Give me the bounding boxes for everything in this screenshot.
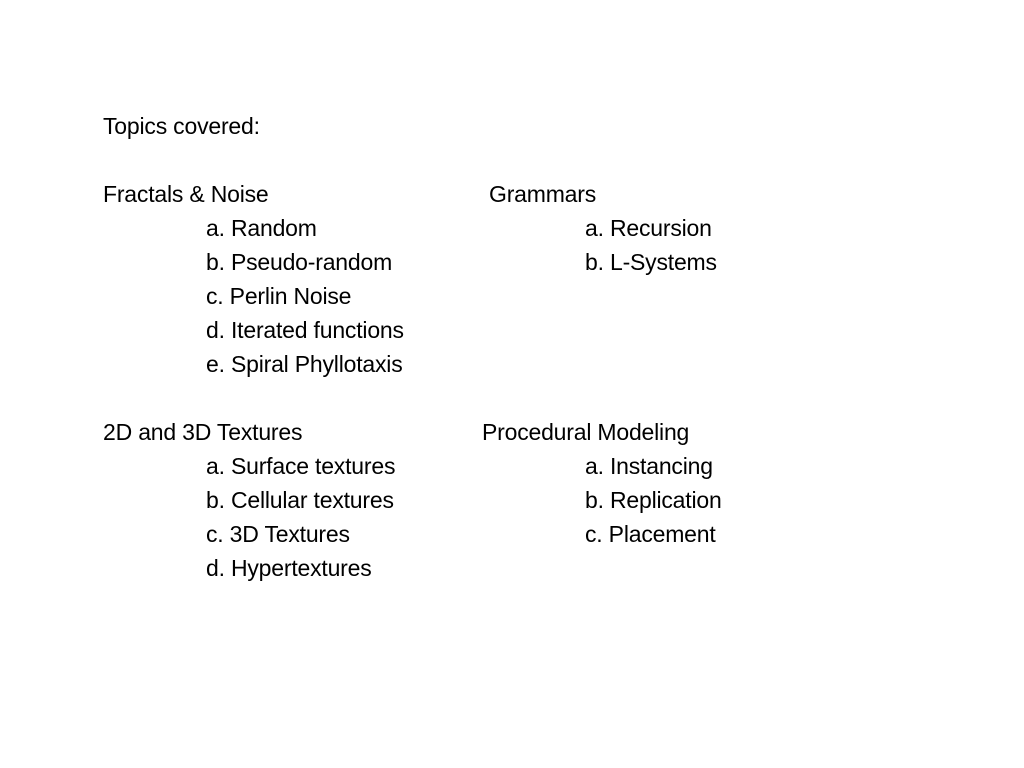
section-title-textures: 2D and 3D Textures — [103, 419, 303, 445]
section-title-grammars: Grammars — [489, 181, 597, 207]
list-item: b. Cellular textures — [206, 487, 394, 513]
section-title-fractals: Fractals & Noise — [103, 181, 269, 207]
list-item: e. Spiral Phyllotaxis — [206, 351, 403, 377]
list-item: a. Recursion — [585, 215, 712, 241]
list-item: c. Perlin Noise — [206, 283, 352, 309]
list-item: d. Iterated functions — [206, 317, 404, 343]
list-item: c. 3D Textures — [206, 521, 350, 547]
list-item: b. Replication — [585, 487, 722, 513]
list-item: b. Pseudo-random — [206, 249, 393, 275]
section-title-procedural-modeling: Procedural Modeling — [482, 419, 690, 445]
list-item: c. Placement — [585, 521, 716, 547]
list-item: a. Surface textures — [206, 453, 396, 479]
topics-heading: Topics covered: — [103, 113, 260, 139]
list-item: a. Random — [206, 215, 317, 241]
list-item: b. L-Systems — [585, 249, 717, 275]
list-item: a. Instancing — [585, 453, 713, 479]
list-item: d. Hypertextures — [206, 555, 372, 581]
